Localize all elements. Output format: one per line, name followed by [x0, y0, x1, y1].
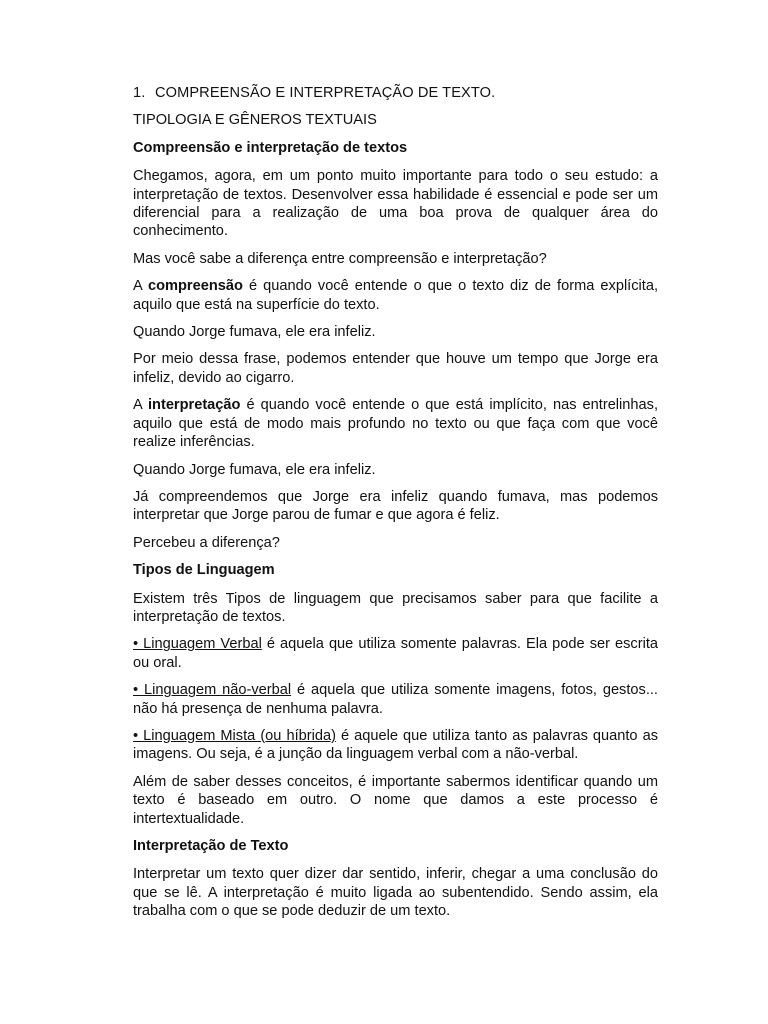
- section-title-compreensao: Compreensão e interpretação de textos: [133, 139, 408, 156]
- document-page: [133, 84, 658, 930]
- term-compreensao: compreensão: [148, 278, 243, 295]
- list-item: [133, 635, 658, 672]
- list-item-text: é aquela que utiliza somente palavras. Ela pode ser escrita ou oral.: [133, 636, 659, 671]
- text-span: A: [133, 278, 148, 295]
- subheading: TIPOLOGIA E GÊNEROS TEXTUAIS: [133, 112, 377, 129]
- list-item: [133, 681, 658, 718]
- example-sentence: Quando Jorge fumava, ele era infeliz.: [133, 461, 376, 478]
- paragraph: Por meio dessa frase, podemos entender que houve um tempo que Jorge era infeliz, devido ao cigarro.: [133, 351, 658, 386]
- paragraph-interpretacao-definition: [133, 396, 658, 451]
- text-span: é quando você entende o que está implícito, nas entrelinhas, aquilo que está de modo mais profundo no texto ou que faça com que você realize inferências.: [133, 397, 658, 451]
- paragraph: Interpretar um texto quer dizer dar sentido, inferir, chegar a uma conclusão do que se lê. A interpretação é muito ligada ao subentendido. Sendo assim, ela trabalha com o que se pode deduzir de um texto.: [133, 866, 658, 920]
- paragraph: Mas você sabe a diferença entre compreensão e interpretação?: [133, 250, 547, 267]
- text-span: é quando você entende o que o texto diz de forma explícita, aquilo que está na superfície do texto.: [133, 278, 659, 313]
- chapter-title: COMPREENSÃO E INTERPRETAÇÃO DE TEXTO.: [155, 85, 496, 101]
- paragraph: Além de saber desses conceitos, é importante sabermos identificar quando um texto é baseado em outro. O nome que damos a este processo é intertextualidade.: [133, 773, 658, 827]
- list-item-text: é aquela que utiliza somente imagens, fotos, gestos... não há presença de nenhuma palavra.: [133, 682, 658, 717]
- list-item-label: • Linguagem não-verbal: [133, 682, 292, 699]
- term-interpretacao: interpretação: [147, 397, 241, 414]
- list-item-label: • Linguagem Mista (ou híbrida): [133, 727, 336, 744]
- section-title-interpretacao: Interpretação de Texto: [133, 838, 289, 854]
- list-item-text: é aquele que utiliza tanto as palavras quanto as imagens. Ou seja, é a junção da linguagem verbal com a não-verbal.: [133, 727, 658, 763]
- paragraph-compreensao-definition: [133, 277, 658, 314]
- chapter-heading: [133, 84, 658, 102]
- paragraph: Existem três Tipos de linguagem que precisamos saber para que facilite a interpretação de textos.: [133, 590, 658, 625]
- list-item-label: • Linguagem Verbal: [133, 636, 262, 653]
- chapter-number: 1.: [133, 85, 146, 101]
- example-sentence: Quando Jorge fumava, ele era infeliz.: [133, 324, 376, 341]
- text-span: A: [133, 397, 148, 414]
- paragraph: Já compreendemos que Jorge era infeliz quando fumava, mas podemos interpretar que Jorge parou de fumar e que agora é feliz.: [133, 488, 658, 524]
- section-title-tipos-linguagem: Tipos de Linguagem: [133, 562, 275, 579]
- paragraph: Percebeu a diferença?: [133, 534, 280, 551]
- paragraph: Chegamos, agora, em um ponto muito importante para todo o seu estudo: a interpretação de textos. Desenvolver essa habilidade é essencial e pode ser um diferencial para a realização de uma boa prova de qualquer área do conhecimento.: [133, 168, 658, 240]
- list-item: [133, 727, 658, 764]
